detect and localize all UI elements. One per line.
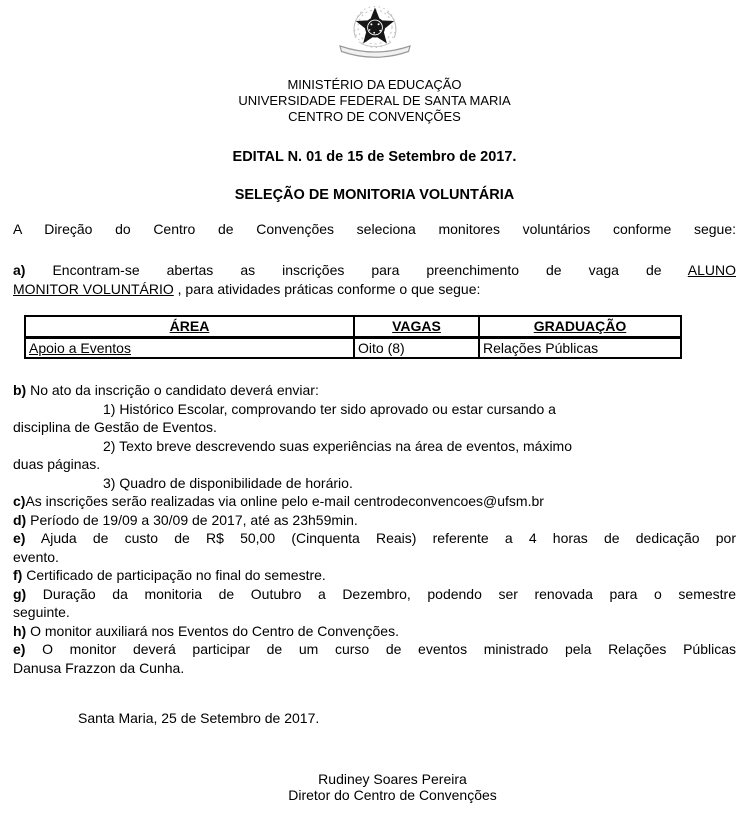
item-a-line-1: a) Encontram-se abertas as inscrições para preenchimento de vaga de ALUNO — [13, 262, 736, 278]
letterhead-department: CENTRO DE CONVENÇÕES — [288, 109, 461, 124]
item-g-line-1: g) Duração da monitoria de Outubro a Dezembro, podendo ser renovada para o semestre — [13, 585, 736, 602]
item-h-label: h) — [13, 622, 27, 639]
item-h: h) O monitor auxiliará nos Eventos do Centro de Convenções. — [13, 622, 399, 639]
item-c — [13, 492, 736, 511]
item-c-text: As inscrições serão realizadas via online pelo e-mail centrodeconvencoes@ufsm.br — [25, 493, 544, 509]
item-b-sub-1-line-1: 1) Histórico Escolar, comprovando ter sido aprovado ou estar cursando a — [103, 400, 556, 417]
item-g-label: g) — [13, 585, 27, 602]
signature-name: Rudiney Soares Pereira — [318, 770, 467, 787]
item-e2-line-1: e) O monitor deverá participar de um curso de eventos ministrado pela Relações Públicas — [13, 641, 736, 657]
item-e-line-1: e) Ajuda de custo de R$ 50,00 (Cinquenta Reais) referente a 4 horas de dedicação por — [13, 530, 736, 546]
letterhead-university: UNIVERSIDADE FEDERAL DE SANTA MARIA — [238, 93, 511, 108]
document-body — [0, 220, 749, 803]
item-a-underlined-monitor: MONITOR VOLUNTÁRIO — [13, 280, 174, 297]
col-header-area: ÁREA — [25, 316, 354, 337]
item-e2-line-2: Danusa Frazzon da Cunha. — [13, 659, 185, 676]
coat-of-arms-icon — [319, 6, 431, 62]
ribbon-shape — [340, 46, 410, 57]
item-a-line-2: MONITOR VOLUNTÁRIO , para atividades práticas conforme o que segue: — [13, 280, 481, 297]
item-d: d) Período de 19/09 a 30/09 de 2017, até as 23h59min. — [13, 511, 358, 528]
item-b-sub-2-line-2: duas páginas. — [13, 456, 101, 472]
item-b: b) No ato da inscrição o candidato deverá enviar: — [13, 382, 319, 398]
signature-block — [13, 771, 736, 803]
item-b-label: b) — [13, 382, 27, 398]
edital-title: EDITAL N. 01 de 15 de Setembro de 2017. — [232, 149, 517, 165]
item-a-label: a) — [13, 262, 26, 278]
item-f: f) Certificado de participação no final do semestre. — [13, 567, 326, 583]
selection-subtitle: SELEÇÃO DE MONITORIA VOLUNTÁRIA — [234, 187, 515, 203]
item-g-line-2: seguinte. — [13, 604, 70, 620]
item-b-sub-1-line-2: disciplina de Gestão de Eventos. — [13, 419, 217, 435]
table-header-row — [25, 316, 681, 337]
table-row — [25, 337, 681, 358]
item-b-sub-2-line-1: 2) Texto breve descrevendo suas experiências na área de eventos, máximo — [103, 437, 573, 454]
cell-graduacao: Relações Públicas — [479, 337, 681, 358]
item-e2-label: e) — [13, 641, 26, 657]
col-header-vagas: VAGAS — [354, 316, 479, 337]
vacancies-table — [24, 315, 682, 359]
item-a-underlined-aluno: ALUNO — [687, 262, 736, 278]
place-date-line: Santa Maria, 25 de Setembro de 2017. — [78, 710, 320, 726]
item-e-label: e) — [13, 530, 26, 546]
cell-vagas: Oito (8) — [354, 337, 479, 358]
intro-paragraph: A Direção do Centro de Convenções seleciona monitores voluntários conforme segue: — [13, 221, 736, 237]
letterhead-ministry: MINISTÉRIO DA EDUCAÇÃO — [287, 77, 462, 92]
letterhead — [0, 77, 749, 125]
item-c-label: c) — [13, 493, 26, 509]
cell-area: Apoio a Eventos — [25, 337, 354, 358]
item-b-sub-3: 3) Quadro de disponibilidade de horário. — [103, 474, 353, 491]
col-header-graduacao: GRADUAÇÃO — [479, 316, 681, 337]
item-e-line-2: evento. — [13, 548, 59, 565]
item-f-label: f) — [13, 567, 23, 583]
item-d-label: d) — [13, 511, 27, 528]
signature-role: Diretor do Centro de Convenções — [288, 786, 497, 803]
